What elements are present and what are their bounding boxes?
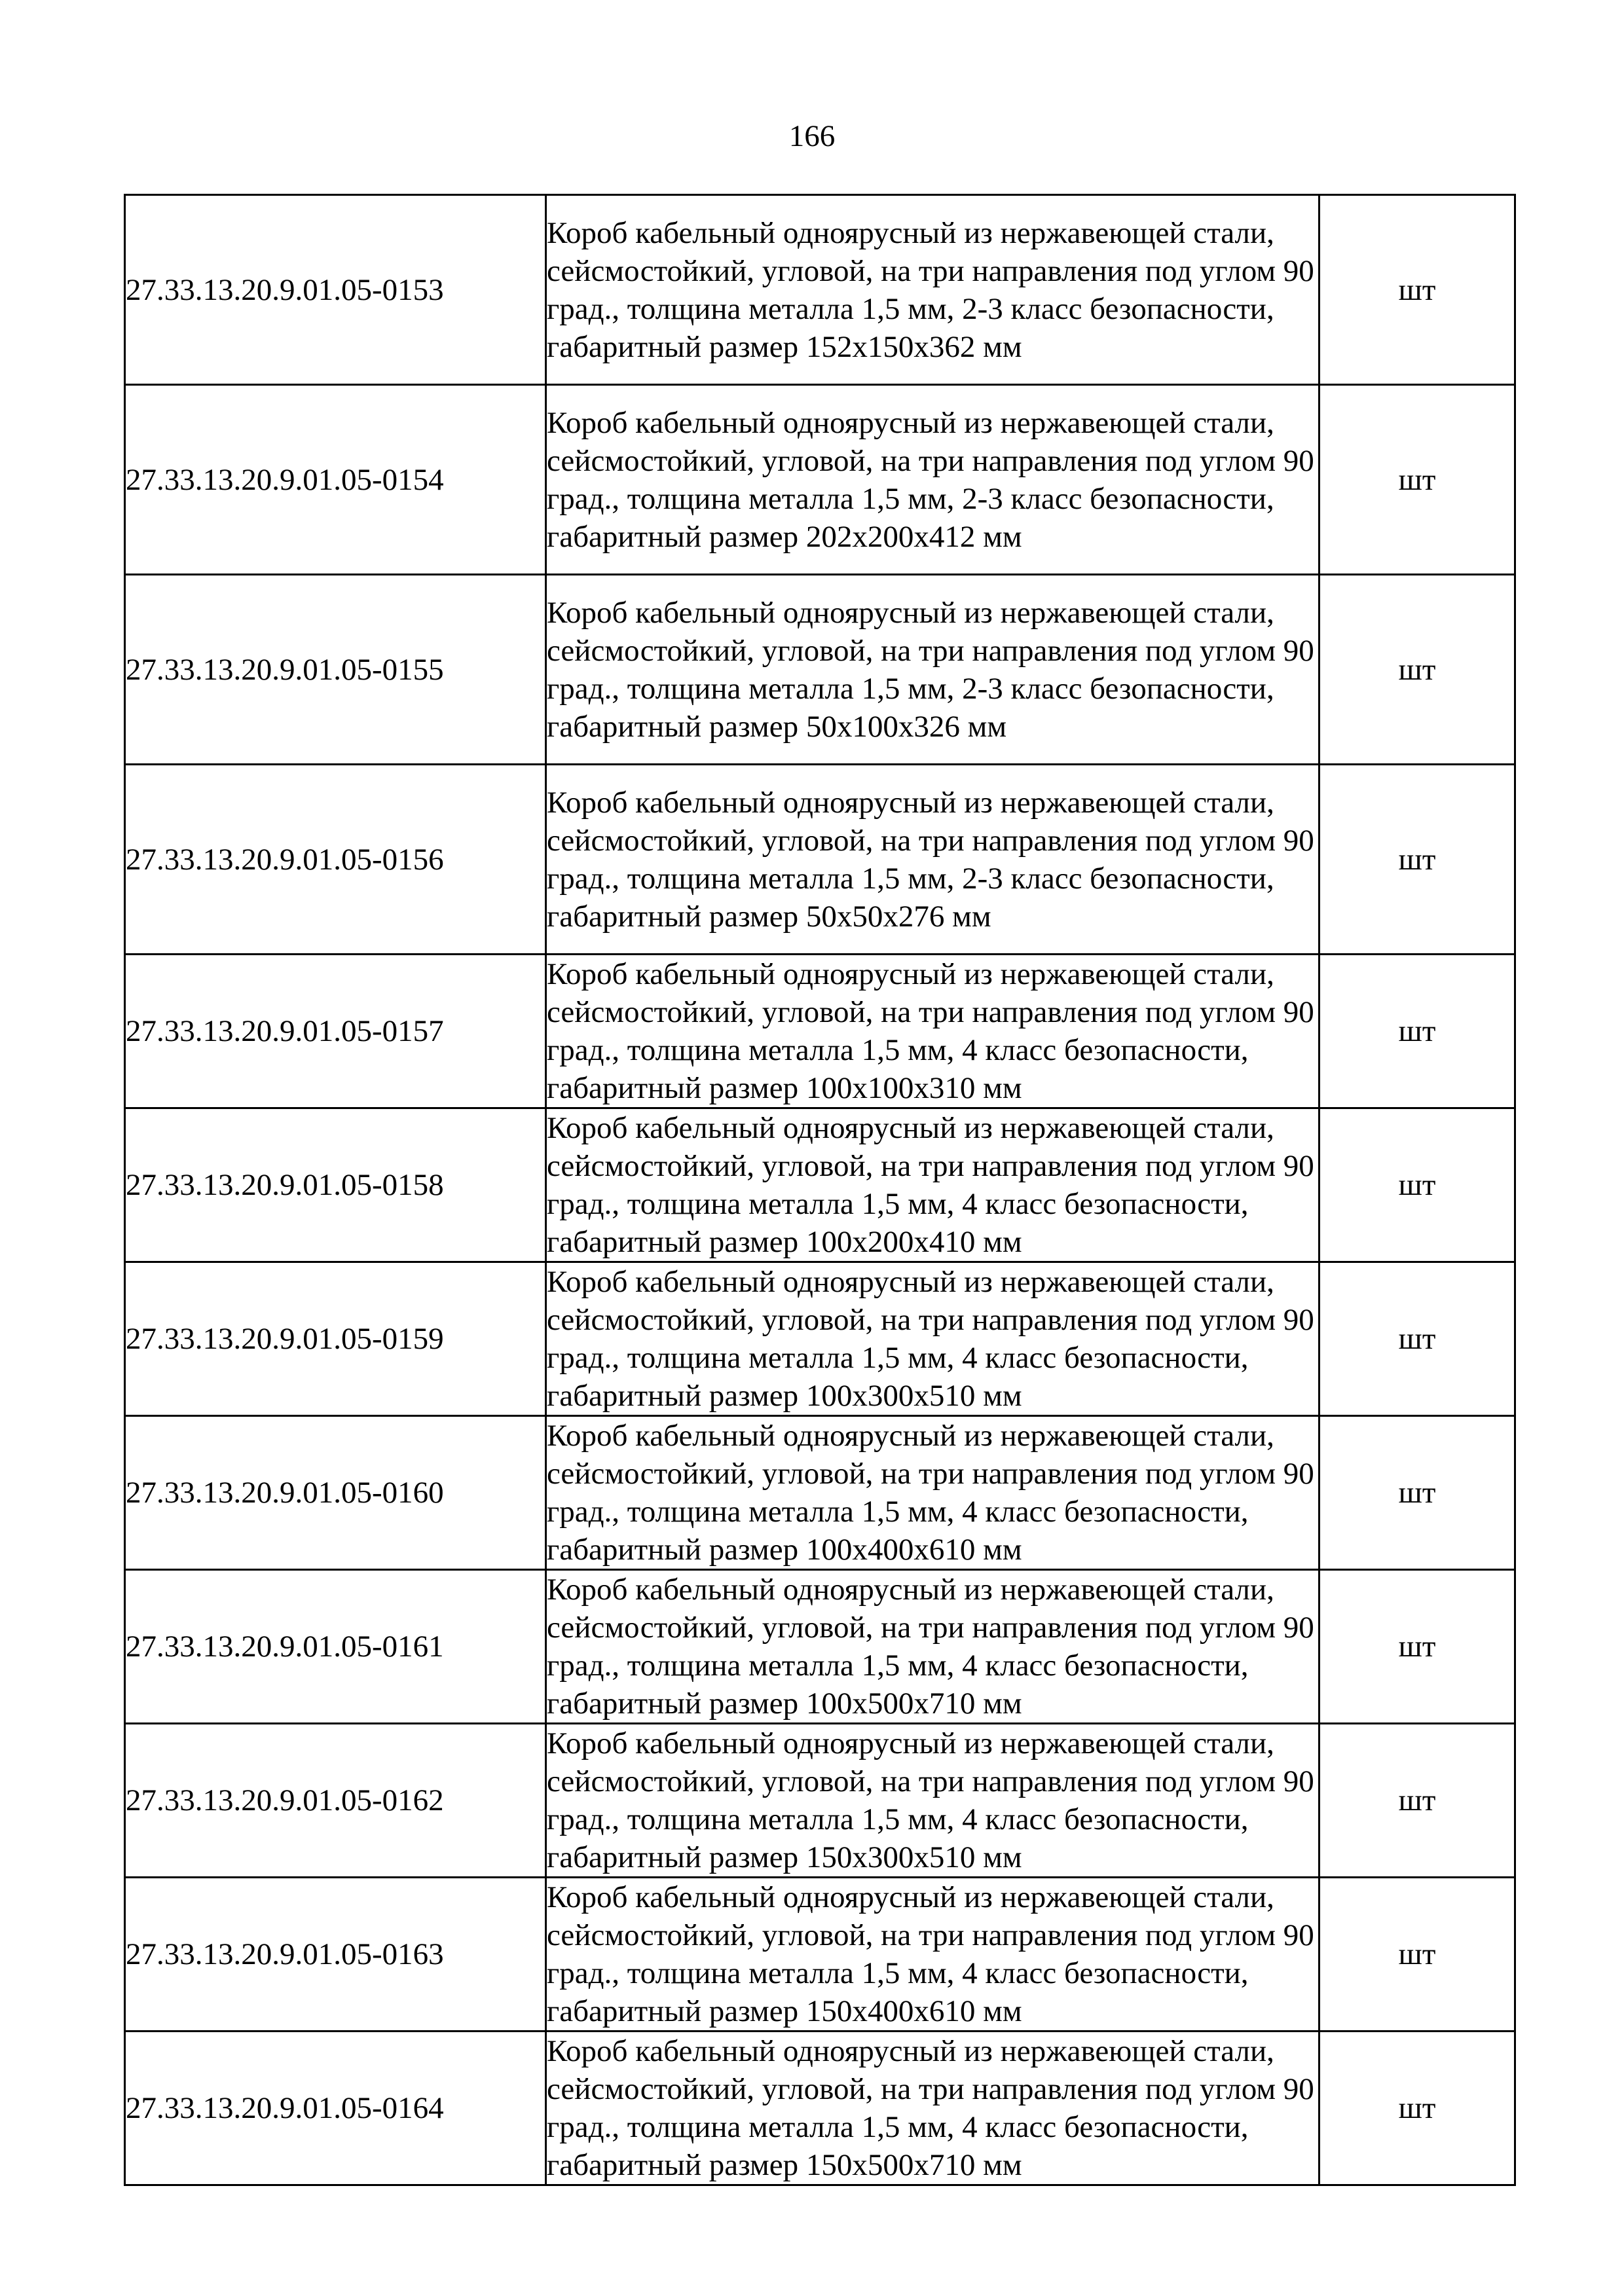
item-code: 27.33.13.20.9.01.05-0156 (125, 765, 546, 955)
item-code: 27.33.13.20.9.01.05-0163 (125, 1878, 546, 2032)
table-row (125, 1878, 1515, 2032)
item-unit: шт (1320, 1724, 1515, 1878)
item-description: Короб кабельный одноярусный из нержавеющей стали, сейсмостойкий, угловой, на три направления под углом 90 град., толщина металла 1,5 мм, 4 класс безопасности, габаритный размер 100x500x710 мм (546, 1570, 1320, 1724)
item-description: Короб кабельный одноярусный из нержавеющей стали, сейсмостойкий, угловой, на три направления под углом 90 град., толщина металла 1,5 мм, 4 класс безопасности, габаритный размер 100x300x510 мм (546, 1262, 1320, 1416)
item-code: 27.33.13.20.9.01.05-0158 (125, 1108, 546, 1262)
item-code: 27.33.13.20.9.01.05-0162 (125, 1724, 546, 1878)
table-row (125, 1262, 1515, 1416)
item-unit: шт (1320, 1570, 1515, 1724)
item-unit: шт (1320, 1108, 1515, 1262)
item-unit: шт (1320, 955, 1515, 1108)
item-description: Короб кабельный одноярусный из нержавеющей стали, сейсмостойкий, угловой, на три направления под углом 90 град., толщина металла 1,5 мм, 2-3 класс безопасности, габаритный размер 202x200x412 мм (546, 385, 1320, 575)
table-row (125, 195, 1515, 385)
item-description: Короб кабельный одноярусный из нержавеющей стали, сейсмостойкий, угловой, на три направления под углом 90 град., толщина металла 1,5 мм, 4 класс безопасности, габаритный размер 100x200x410 мм (546, 1108, 1320, 1262)
item-description: Короб кабельный одноярусный из нержавеющей стали, сейсмостойкий, угловой, на три направления под углом 90 град., толщина металла 1,5 мм, 2-3 класс безопасности, габаритный размер 50x100x326 мм (546, 575, 1320, 765)
item-unit: шт (1320, 195, 1515, 385)
table-row (125, 765, 1515, 955)
item-code: 27.33.13.20.9.01.05-0154 (125, 385, 546, 575)
item-unit: шт (1320, 1262, 1515, 1416)
item-description: Короб кабельный одноярусный из нержавеющей стали, сейсмостойкий, угловой, на три направления под углом 90 град., толщина металла 1,5 мм, 2-3 класс безопасности, габаритный размер 152x150x362 мм (546, 195, 1320, 385)
table-row (125, 2032, 1515, 2185)
item-unit: шт (1320, 1416, 1515, 1570)
item-code: 27.33.13.20.9.01.05-0155 (125, 575, 546, 765)
table-row (125, 1570, 1515, 1724)
item-code: 27.33.13.20.9.01.05-0157 (125, 955, 546, 1108)
table-row (125, 1108, 1515, 1262)
item-unit: шт (1320, 1878, 1515, 2032)
item-unit: шт (1320, 385, 1515, 575)
item-code: 27.33.13.20.9.01.05-0160 (125, 1416, 546, 1570)
item-unit: шт (1320, 765, 1515, 955)
item-description: Короб кабельный одноярусный из нержавеющей стали, сейсмостойкий, угловой, на три направления под углом 90 град., толщина металла 1,5 мм, 4 класс безопасности, габаритный размер 150x400x610 мм (546, 1878, 1320, 2032)
item-unit: шт (1320, 2032, 1515, 2185)
item-description: Короб кабельный одноярусный из нержавеющей стали, сейсмостойкий, угловой, на три направления под углом 90 град., толщина металла 1,5 мм, 4 класс безопасности, габаритный размер 100x100x310 мм (546, 955, 1320, 1108)
item-description: Короб кабельный одноярусный из нержавеющей стали, сейсмостойкий, угловой, на три направления под углом 90 град., толщина металла 1,5 мм, 4 класс безопасности, габаритный размер 150x300x510 мм (546, 1724, 1320, 1878)
item-description: Короб кабельный одноярусный из нержавеющей стали, сейсмостойкий, угловой, на три направления под углом 90 град., толщина металла 1,5 мм, 4 класс безопасности, габаритный размер 100x400x610 мм (546, 1416, 1320, 1570)
item-code: 27.33.13.20.9.01.05-0153 (125, 195, 546, 385)
item-description: Короб кабельный одноярусный из нержавеющей стали, сейсмостойкий, угловой, на три направления под углом 90 град., толщина металла 1,5 мм, 4 класс безопасности, габаритный размер 150x500x710 мм (546, 2032, 1320, 2185)
item-code: 27.33.13.20.9.01.05-0164 (125, 2032, 546, 2185)
item-description: Короб кабельный одноярусный из нержавеющей стали, сейсмостойкий, угловой, на три направления под углом 90 град., толщина металла 1,5 мм, 2-3 класс безопасности, габаритный размер 50x50x276 мм (546, 765, 1320, 955)
table-row (125, 575, 1515, 765)
item-unit: шт (1320, 575, 1515, 765)
table-row (125, 955, 1515, 1108)
item-code: 27.33.13.20.9.01.05-0159 (125, 1262, 546, 1416)
table-row (125, 1724, 1515, 1878)
items-table (124, 194, 1516, 2186)
table-row (125, 1416, 1515, 1570)
table-row (125, 385, 1515, 575)
page-number: 166 (788, 119, 836, 153)
item-code: 27.33.13.20.9.01.05-0161 (125, 1570, 546, 1724)
